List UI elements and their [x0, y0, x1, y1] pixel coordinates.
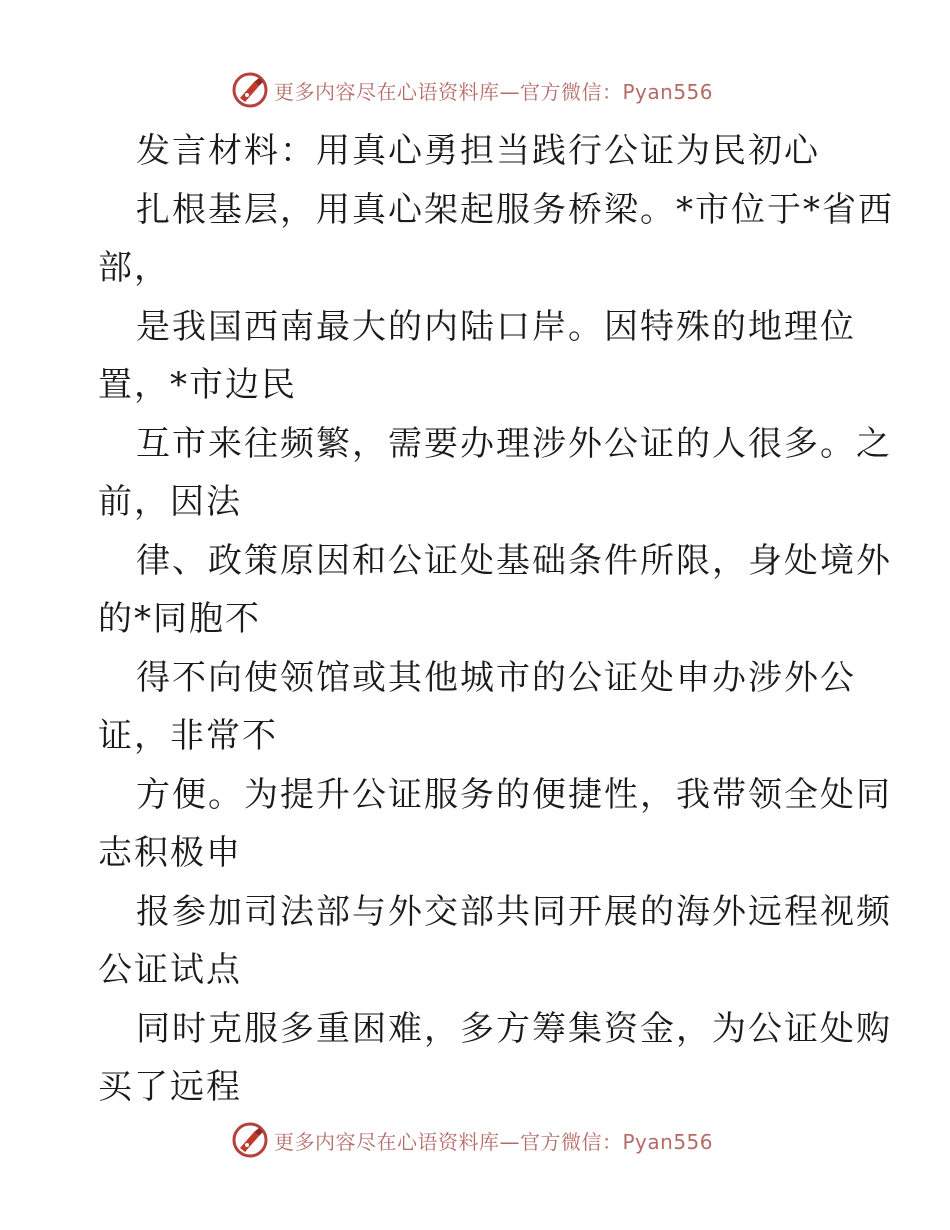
text-line: 发言材料：用真心勇担当践行公证为民初心: [136, 131, 820, 171]
text-line: 报参加司法部与外交部共同开展的海外远程视频: [136, 891, 892, 932]
text-line: 律、政策原因和公证处基础条件所限，身处境外: [136, 540, 892, 581]
text-line: 同时克服多重困难，多方筹集资金，为公证处购: [136, 1008, 892, 1049]
text-line: 部，: [98, 248, 170, 288]
text-line: 证，非常不: [98, 716, 278, 756]
text-line: 方便。为提升公证服务的便捷性，我带领全处同: [136, 774, 892, 815]
watermark-text: 更多内容尽在心语资料库—官方微信：Pyan556: [274, 1129, 714, 1154]
text-line: 互市来往频繁，需要办理涉外公证的人很多。之: [136, 423, 892, 464]
text-line: 的*同胞不: [98, 599, 261, 639]
pen-nib-icon: [232, 1122, 268, 1158]
text-line: 是我国西南最大的内陆口岸。因特殊的地理位: [136, 306, 856, 347]
text-line: 买了远程: [98, 1067, 242, 1107]
watermark-text: 更多内容尽在心语资料库—官方微信：Pyan556: [274, 79, 714, 104]
text-line: 扎根基层，用真心架起服务桥梁。*市位于*省西: [136, 189, 894, 230]
text-line: 志积极申: [98, 833, 242, 873]
pen-nib-icon: [232, 72, 268, 108]
text-line: 公证试点: [98, 950, 242, 990]
watermark-footer: [232, 1120, 713, 1160]
text-line: 得不向使领馆或其他城市的公证处申办涉外公: [136, 657, 856, 698]
document-body: [98, 122, 894, 1117]
text-line: 置，*市边民: [98, 365, 297, 405]
text-line: 前，因法: [98, 482, 242, 522]
watermark-header: [232, 70, 713, 110]
